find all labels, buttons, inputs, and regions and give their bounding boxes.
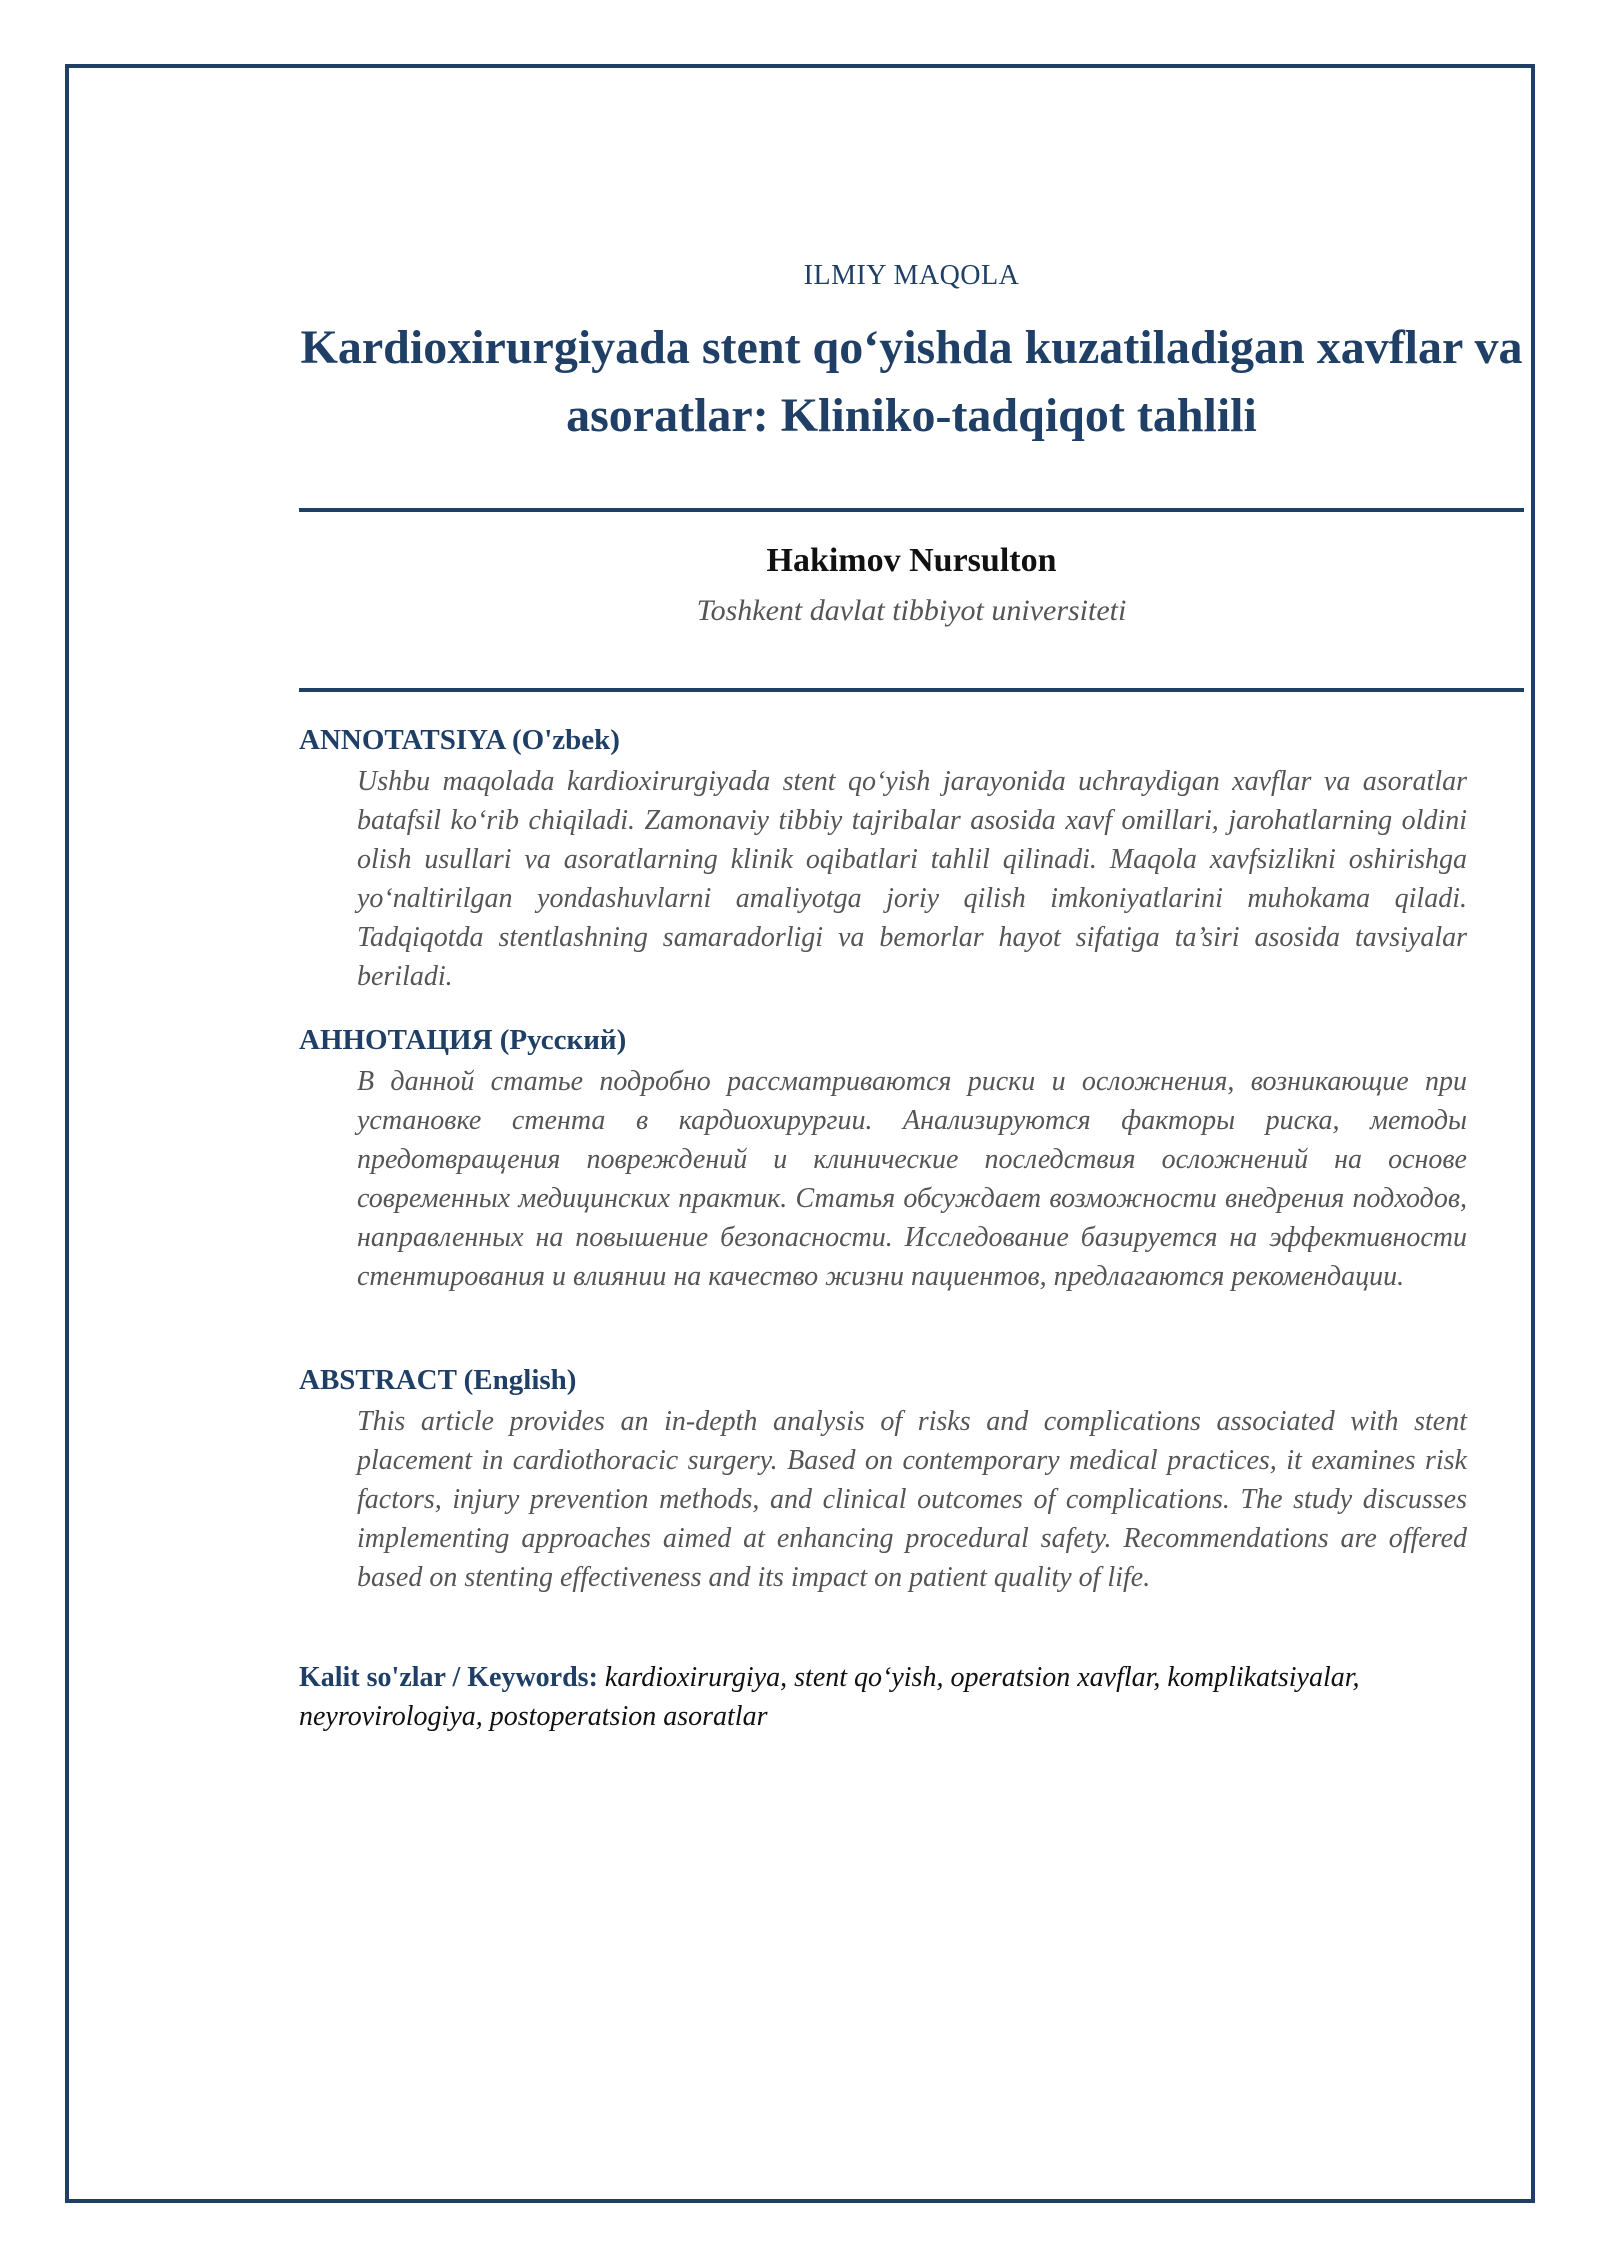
keywords-label: Kalit so'zlar / Keywords: bbox=[299, 1662, 598, 1693]
abstract-russian-heading: АННОТАЦИЯ (Русский) bbox=[299, 1024, 627, 1056]
keywords-text: kardioxirurgiya, stent qo‘yish, operatsion xavflar, komplikatsiyalar, neyrovirologiya, postoperatsion asoratlar bbox=[299, 1662, 1360, 1732]
author-affiliation: Toshkent davlat tibbiyot universiteti bbox=[696, 594, 1127, 627]
author-divider bbox=[299, 688, 1524, 692]
keywords bbox=[299, 1658, 1524, 1736]
author-name: Hakimov Nursulton bbox=[766, 542, 1057, 579]
abstract-russian bbox=[299, 1020, 1524, 1296]
abstract-english-text: This article provides an in-depth analysis of risks and complications associated with stent placement in cardiothoracic surgery. Based on contemporary medical practices, it examines risk factors, injury prevention methods, and clinical outcomes of complications. The study discusses implementing approaches aimed at enhancing procedural safety. Recommendations are offered based on stenting effectiveness and its impact on patient quality of life. bbox=[357, 1406, 1467, 1593]
title-divider bbox=[299, 508, 1524, 512]
abstract-english bbox=[299, 1360, 1524, 1597]
abstract-uzbek-heading: ANNOTATSIYA (O'zbek) bbox=[299, 724, 620, 756]
article-type-label: ILMIY MAQOLA bbox=[803, 260, 1020, 291]
abstract-english-heading: ABSTRACT (English) bbox=[299, 1364, 577, 1396]
article-title: Kardioxirurgiyada stent qo‘yishda kuzatiladigan xavflar va asoratlar: Kliniko-tadqiqot tahlili bbox=[300, 321, 1523, 442]
abstract-uzbek bbox=[299, 720, 1524, 996]
abstract-uzbek-text: Ushbu maqolada kardioxirurgiyada stent qo‘yish jarayonida uchraydigan xavflar va asoratlar batafsil ko‘rib chiqiladi. Zamonaviy tibbiy tajribalar asosida xavf omillari, jarohatlarning oldini olish usullari va asoratlarning klinik oqibatlari tahlil qilinadi. Maqola xavfsizlikni oshirishga yo‘naltirilgan yondashuvlarni amaliyotga joriy qilish imkoniyatlarini muhokama qiladi. Tadqiqotda stentlashning samaradorligi va bemorlar hayot sifatiga ta’siri asosida tavsiyalar beriladi. bbox=[357, 766, 1467, 992]
page-border bbox=[65, 64, 1535, 2203]
abstract-russian-text: В данной статье подробно рассматриваются риски и осложнения, возникающие при установке стента в кардиохирургии. Анализируются факторы риска, методы предотвращения повреждений и клинические последствия осложнений на основе современных медицинских практик. Статья обсуждает возможности внедрения подходов, направленных на повышение безопасности. Исследование базируется на эффективности стентирования и влиянии на качество жизни пациентов, предлагаются рекомендации. bbox=[357, 1066, 1467, 1292]
